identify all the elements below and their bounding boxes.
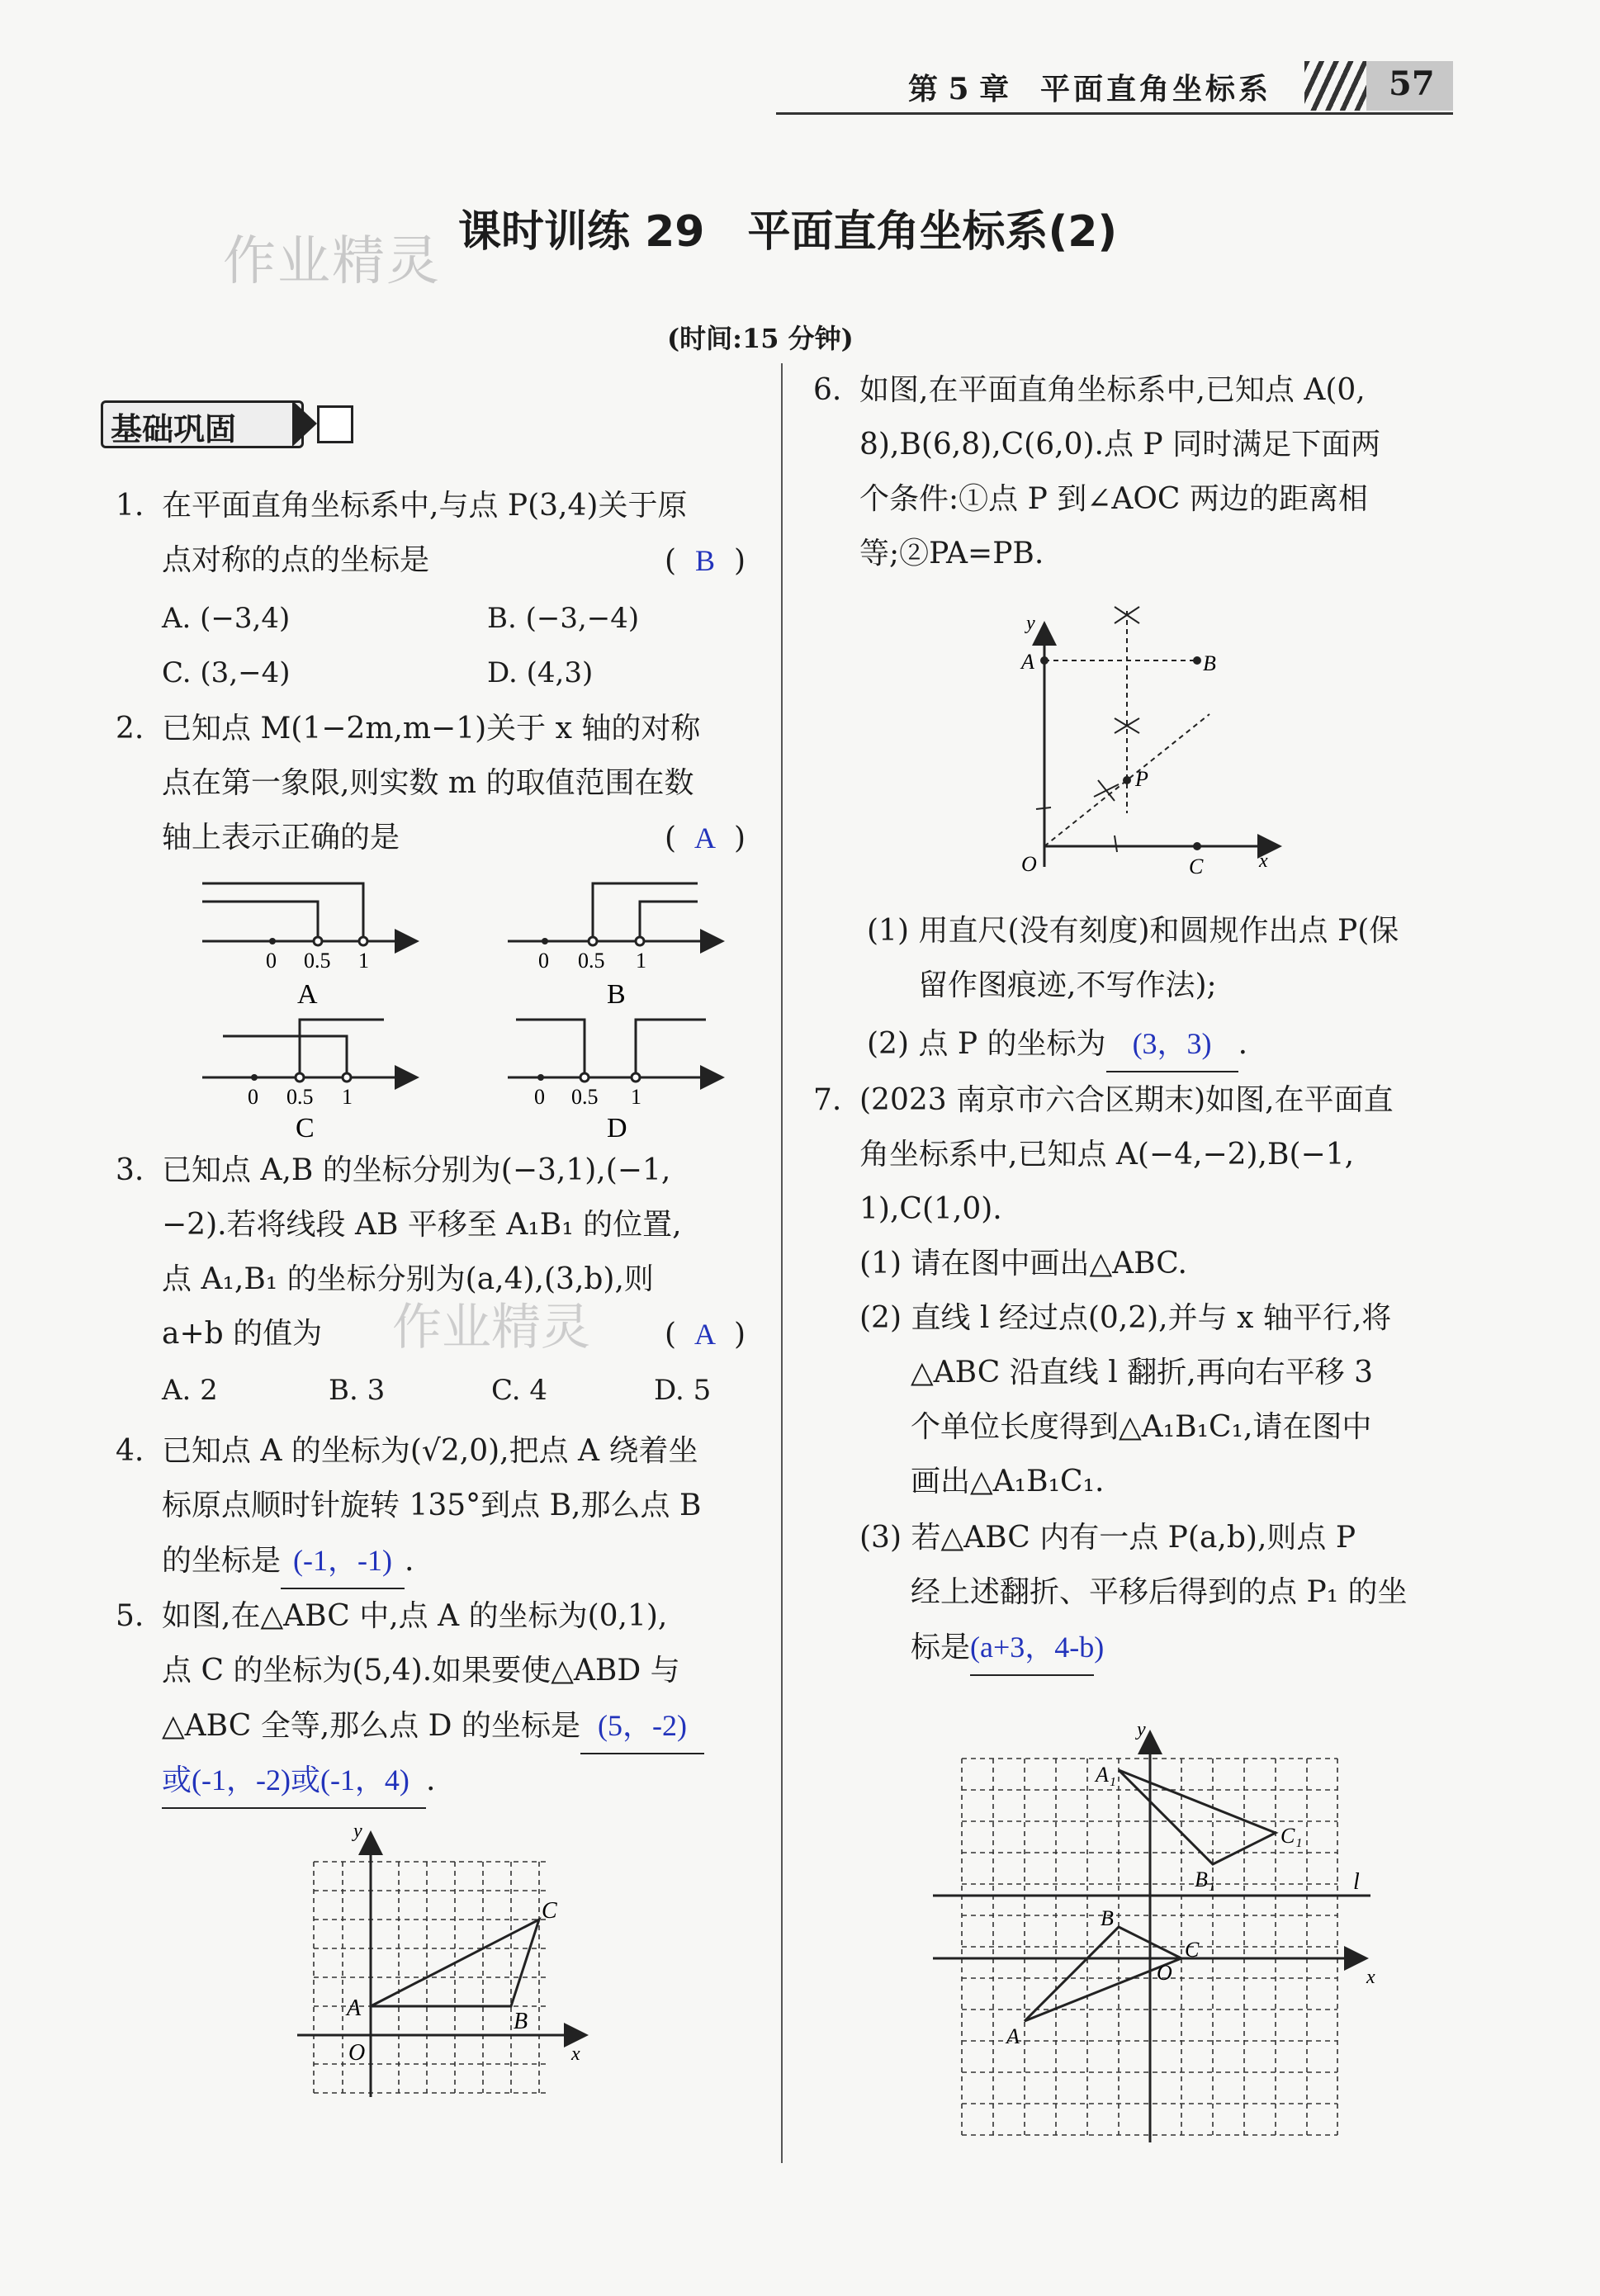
q7-sub2d: 画出△A₁B₁C₁. xyxy=(911,1465,1105,1498)
q5-a-label: A xyxy=(347,1995,362,2021)
q3-option-b: B. 3 xyxy=(329,1374,386,1407)
q6-sub1a: (1) 用直尺(没有刻度)和圆规作出点 P(保 xyxy=(867,914,1399,948)
q3-line3: 点 A₁,B₁ 的坐标分别为(a,4),(3,b),则 xyxy=(162,1262,654,1296)
q3-answer-bracket: ( A ) xyxy=(665,1307,746,1362)
time-note: (时间:15 分钟) xyxy=(667,323,854,354)
b-tick-0: 0 xyxy=(538,949,549,973)
d-label: D xyxy=(607,1113,627,1139)
q6-number: 6. xyxy=(813,373,842,407)
q4-answer: (-1，-1) xyxy=(281,1533,405,1589)
header-stripes xyxy=(1304,61,1366,111)
numline-a xyxy=(202,883,417,1010)
q7-y-label: y xyxy=(1137,1719,1146,1740)
q3-option-a: A. 2 xyxy=(162,1374,218,1407)
section-arrow-icon xyxy=(292,400,317,447)
q7-sub3c xyxy=(911,1620,1105,1676)
q3-number: 3. xyxy=(116,1153,144,1187)
column-divider xyxy=(781,363,783,2163)
watermark-top: 作业精灵 xyxy=(223,231,441,292)
q1-line2: 点对称的点的坐标是 xyxy=(162,543,430,577)
q7-l-label: l xyxy=(1353,1869,1360,1895)
q7-figure xyxy=(921,1717,1399,2147)
q7-line2: 角坐标系中,已知点 A(−4,−2),B(−1, xyxy=(859,1138,1355,1172)
c-tick-05: 0.5 xyxy=(286,1085,314,1109)
q6-line3: 个条件:①点 P 到∠AOC 两边的距离相 xyxy=(859,482,1368,516)
q6-arc-y xyxy=(1036,807,1051,809)
header-chapter-title: 平面直角坐标系 xyxy=(1040,72,1272,107)
q5-o-label: O xyxy=(348,2040,366,2066)
q1-line1: 在平面直角坐标系中,与点 P(3,4)关于原 xyxy=(162,489,688,523)
q3-option-c: C. 4 xyxy=(491,1374,548,1407)
c-label: C xyxy=(296,1113,315,1139)
q2-line1: 已知点 M(1−2m,m−1)关于 x 轴的对称 xyxy=(162,712,701,746)
q6-sub1b: 留作图痕迹,不写作法); xyxy=(918,968,1217,1002)
q2-line3: 轴上表示正确的是 xyxy=(162,821,400,854)
section-label: 基础巩固 xyxy=(111,411,237,447)
d-tick-0: 0 xyxy=(534,1085,545,1109)
q5-answer1: (5，-2) xyxy=(580,1698,704,1754)
q6-arc-x xyxy=(1115,836,1117,852)
q1-answer: B xyxy=(695,544,716,577)
d-tick-05: 0.5 xyxy=(571,1085,599,1109)
q2-number: 2. xyxy=(116,712,144,746)
page-header xyxy=(776,58,1453,116)
q5-line3 xyxy=(162,1698,704,1754)
q4-line1: 已知点 A 的坐标为(√2,0),把点 A 绕着坐 xyxy=(162,1434,698,1468)
q6-c-label: C xyxy=(1189,854,1204,878)
q4-end: . xyxy=(405,1544,414,1578)
q7-sub2a: (2) 直线 l 经过点(0,2),并与 x 轴平行,将 xyxy=(859,1301,1392,1335)
q3-line2: −2).若将线段 AB 平移至 A₁B₁ 的位置, xyxy=(162,1208,682,1242)
watermark-mid: 作业精灵 xyxy=(392,1299,590,1356)
q4-number: 4. xyxy=(116,1434,144,1468)
q7-a1-label: A₁ xyxy=(1096,1763,1116,1787)
b-label: B xyxy=(607,979,626,1010)
q7-b-label: B xyxy=(1101,1906,1114,1930)
q5-figure xyxy=(281,1812,594,2101)
q7-sub3c-text: 标是 xyxy=(911,1631,971,1664)
q1-option-a: A. (−3,4) xyxy=(162,602,291,635)
q3-line1: 已知点 A,B 的坐标分别为(−3,1),(−1, xyxy=(162,1153,671,1187)
q7-a-label: A xyxy=(1006,2024,1020,2048)
b-tick-05: 0.5 xyxy=(578,949,605,973)
q6-line2: 8),B(6,8),C(6,0).点 P 同时满足下面两 xyxy=(859,428,1381,462)
q5-line4 xyxy=(162,1753,435,1809)
q7-o-label: O xyxy=(1157,1961,1172,1985)
q5-line2: 点 C 的坐标为(5,4).如果要使△ABD 与 xyxy=(162,1654,680,1688)
q6-sub2 xyxy=(867,1016,1247,1072)
q7-sub3b: 经上述翻折、平移后得到的点 P₁ 的坐 xyxy=(911,1575,1408,1609)
numline-b xyxy=(508,883,722,1010)
q7-line3: 1),C(1,0). xyxy=(859,1192,1002,1226)
numline-d xyxy=(508,1020,722,1139)
q6-end: . xyxy=(1238,1027,1248,1061)
q5-end: . xyxy=(426,1763,436,1797)
q5-number: 5. xyxy=(116,1599,144,1633)
q7-line1: (2023 南京市六合区期末)如图,在平面直 xyxy=(859,1083,1394,1117)
q6-o-label: O xyxy=(1021,852,1037,876)
q5-y-label: y xyxy=(353,1820,362,1842)
q7-c1-label: C₁ xyxy=(1280,1824,1303,1848)
q4-line3 xyxy=(162,1533,414,1589)
c-tick-0: 0 xyxy=(248,1085,258,1109)
q6-answer: (3，3) xyxy=(1106,1016,1238,1072)
a-tick-05: 0.5 xyxy=(304,949,331,973)
q1-number: 1. xyxy=(116,489,144,523)
q4-line3-text: 的坐标是 xyxy=(162,1544,282,1578)
c-tick-1: 1 xyxy=(342,1085,353,1109)
q5-c-label: C xyxy=(542,1898,557,1924)
q1-option-d: D. (4,3) xyxy=(487,656,594,689)
header-underline xyxy=(776,112,1453,115)
b-tick-1: 1 xyxy=(636,949,646,973)
q7-b1-label: B₁ xyxy=(1195,1868,1215,1891)
q2-number-lines xyxy=(190,867,735,1139)
q5-b-label: B xyxy=(514,2009,528,2034)
q6-x-label: x xyxy=(1259,850,1268,872)
q5-line1: 如图,在△ABC 中,点 A 的坐标为(0,1), xyxy=(162,1599,668,1633)
a-tick-1: 1 xyxy=(358,949,369,973)
pencil-icon xyxy=(317,405,353,443)
q6-y-label: y xyxy=(1026,613,1035,634)
q3-line4: a+b 的值为 xyxy=(162,1317,323,1351)
q7-c-label: C xyxy=(1185,1938,1200,1962)
q1-option-b: B. (−3,−4) xyxy=(487,602,640,635)
q2-answer: A xyxy=(694,821,717,854)
a-tick-0: 0 xyxy=(266,949,277,973)
q6-p-label: P xyxy=(1135,767,1148,791)
q5-answer2: 或(-1，-2)或(-1，4) xyxy=(162,1753,426,1809)
q3-option-d: D. 5 xyxy=(654,1374,712,1407)
numline-c xyxy=(202,1020,417,1139)
q6-line4: 等;②PA=PB. xyxy=(859,537,1044,570)
q6-figure xyxy=(1011,594,1284,892)
q6-sub2-text: (2) 点 P 的坐标为 xyxy=(867,1027,1106,1061)
q5-x-label: x xyxy=(571,2043,580,2065)
q1-option-c: C. (3,−4) xyxy=(162,656,291,689)
lesson-title: 课时训练 29 平面直角坐标系(2) xyxy=(458,207,1118,257)
q4-line2: 标原点顺时针旋转 135°到点 B,那么点 B xyxy=(162,1489,702,1522)
page-number: 57 xyxy=(1389,64,1435,103)
q7-answer: (a+3，4-b) xyxy=(970,1620,1094,1676)
q2-line2: 点在第一象限,则实数 m 的取值范围在数 xyxy=(162,766,694,800)
q6-a-label: A xyxy=(1021,650,1034,674)
q5-line3-text: △ABC 全等,那么点 D 的坐标是 xyxy=(162,1709,580,1743)
q7-sub2c: 个单位长度得到△A₁B₁C₁,请在图中 xyxy=(911,1410,1372,1444)
q7-number: 7. xyxy=(813,1083,842,1117)
q7-sub2b: △ABC 沿直线 l 翻折,再向右平移 3 xyxy=(911,1356,1373,1389)
q7-sub1: (1) 请在图中画出△ABC. xyxy=(859,1247,1187,1281)
q6-b-label: B xyxy=(1203,651,1216,675)
q6-line1: 如图,在平面直角坐标系中,已知点 A(0, xyxy=(859,373,1366,407)
q7-sub3a: (3) 若△ABC 内有一点 P(a,b),则点 P xyxy=(859,1521,1356,1555)
section-banner xyxy=(101,400,340,447)
d-tick-1: 1 xyxy=(631,1085,641,1109)
a-label: A xyxy=(297,979,318,1010)
q7-x-label: x xyxy=(1366,1967,1375,1988)
q7-triangle-a1b1c1 xyxy=(1119,1770,1276,1864)
q6-arc-mark-low xyxy=(1094,780,1119,801)
header-chapter: 第 5 章 xyxy=(908,72,1010,107)
q1-answer-bracket: ( B ) xyxy=(665,533,746,589)
q3-answer: A xyxy=(694,1318,717,1351)
q2-answer-bracket: ( A ) xyxy=(665,811,746,866)
